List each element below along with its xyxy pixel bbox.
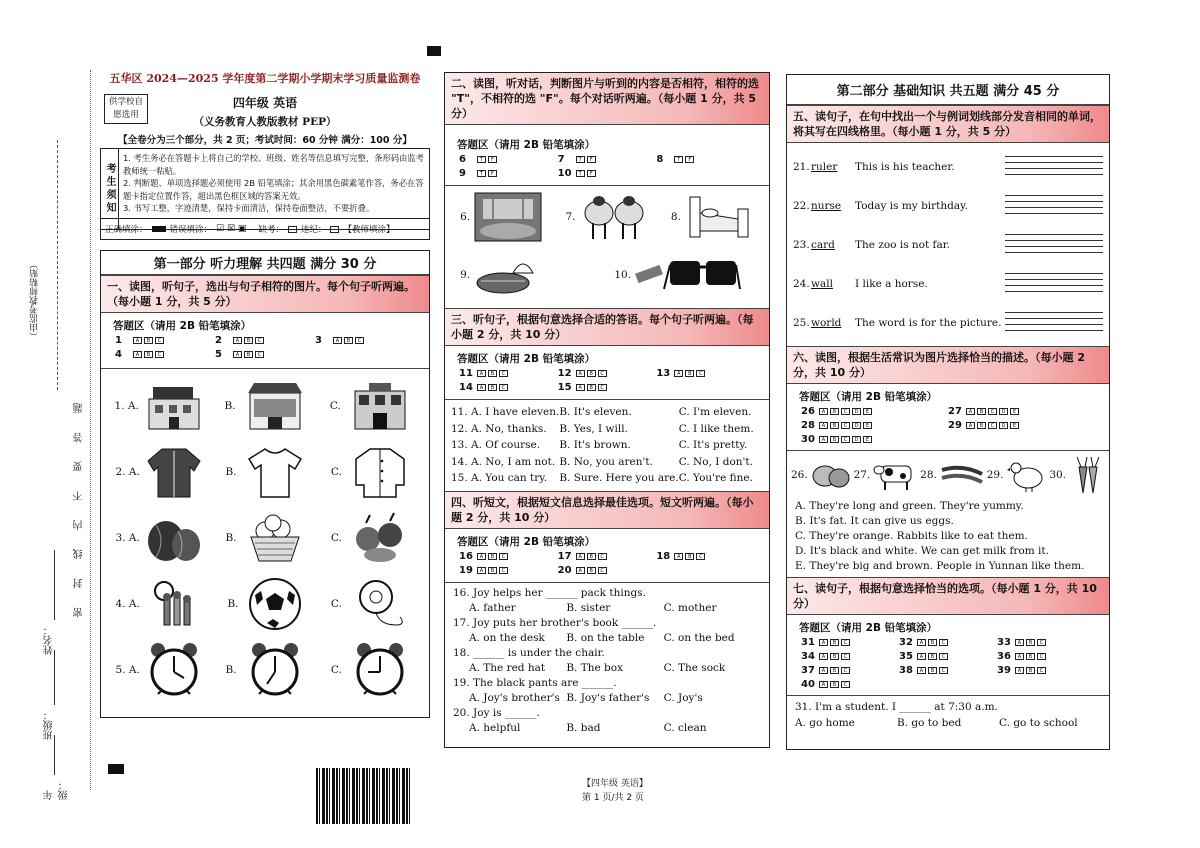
binding-margin [20, 70, 100, 800]
question-option: B. Sure. Here you are. [559, 472, 679, 484]
answer-bubbles-2 [445, 154, 769, 179]
bubble-row[interactable]: 30 A B C D E [801, 434, 948, 445]
seal-dotted-line [90, 70, 91, 790]
picture-option: 4. A. [107, 571, 212, 637]
edition: （义务教育人教版教材 PEP） [193, 116, 337, 128]
section4-title: 四、听短文，根据短文信息选择最佳选项。短文听两遍。（每小题 2 分，共 10 分） [445, 491, 769, 529]
picture-option: B. [212, 637, 317, 703]
picture-option: C. [318, 571, 423, 637]
picture-option: 2. A. [107, 439, 212, 505]
bubble-row[interactable]: 34 A B C [801, 651, 899, 662]
registration-mark [427, 46, 441, 56]
vegetables-icon [350, 511, 410, 565]
wrong-fill-label: 错误填涂： [169, 225, 213, 235]
four-line-grid[interactable] [1005, 231, 1103, 258]
section7-title: 七、读句子，根据句意选择恰当的选项。（每小题 1 分，共 10 分） [787, 577, 1109, 615]
teacher-fill-label: 【教师填涂】 [343, 225, 395, 235]
class-line [54, 650, 55, 705]
picture-option: 1. A. [107, 373, 212, 439]
bubble-row[interactable]: 27 A B C D E [948, 406, 1095, 417]
bubble-row[interactable]: 6 T F [459, 154, 558, 165]
bubble-row[interactable]: 33 A B C [997, 637, 1095, 648]
notice-list [119, 149, 429, 229]
dashed-box [22, 140, 58, 390]
section5-items [787, 143, 1109, 346]
picture-option: C. [318, 637, 423, 703]
part2-column [786, 74, 1110, 750]
picture-item: 6. [449, 188, 554, 246]
question-options: A. go home B. go to bed C. go to school [795, 717, 1078, 729]
alarm-clock-icon [144, 642, 204, 698]
grade-subject: 四年级 英语 [232, 96, 298, 110]
shop-icon [244, 379, 306, 433]
picture-option: B. [212, 571, 317, 637]
four-line-grid[interactable] [1005, 192, 1103, 219]
absent-box[interactable] [288, 226, 297, 233]
part2-banner: 第二部分 基础知识 共五题 满分 45 分 [787, 75, 1109, 105]
bubble-row[interactable]: 1 A B C [115, 335, 215, 346]
picture-option: C. [318, 373, 423, 439]
question-option: 13. A. Of course. [451, 439, 541, 451]
part1-column [100, 250, 430, 718]
picture-option: B. [212, 505, 317, 571]
class-label: 班级： [44, 710, 55, 740]
alarm-clock-icon [245, 642, 305, 698]
shirt-icon [350, 445, 410, 499]
section1-title: 一、读图，听句子，选出与句子相符的图片。每个句子听两遍。（每小题 1 分，共 5 分） [101, 275, 429, 313]
answer-area-label: 答题区（请用 2B 铅笔填涂） [113, 320, 252, 332]
description-option: D. It's black and white. We can get milk from it. [795, 545, 1049, 557]
section2-title: 二、读图，听对话，判断图片与听到的内容是否相符，相符的选 "T"，不相符的选 "F"。每个对话听两遍。（每小题 1 分，共 5 分） [445, 73, 769, 125]
bubble-row[interactable]: 20 A B C [558, 565, 657, 576]
bubble-row[interactable]: 37 A B C [801, 665, 899, 676]
footer-page: 第 1 页/共 2 页 [582, 793, 644, 803]
wrong-fill-icons: ☑ ☒ ▣ [216, 224, 247, 234]
notice-item: 2. 判断题、单项选择题必须使用 2B 铅笔填涂；其余用黑色碳素笔作答，务必在答题卡指定位置作答，超出黑色框区域的答案无效。 [123, 178, 424, 201]
registration-mark [108, 764, 124, 774]
bubble-row[interactable]: 16 A B C [459, 551, 558, 562]
picture-option: B. [212, 439, 317, 505]
bubble-row[interactable]: 12 A B C [558, 368, 657, 379]
bubble-row[interactable]: 31 A B C [801, 637, 899, 648]
barcode [316, 768, 412, 824]
question-stem: 18. ______ is under the chair. [453, 646, 605, 659]
yo-yo-icon [350, 577, 410, 631]
picture-item: 10. [554, 246, 765, 304]
part1b-column [444, 72, 770, 748]
bubble-row[interactable]: 3 A B C [315, 335, 415, 346]
bubble-row[interactable]: 11 A B C [459, 368, 558, 379]
picture-option: 5. A. [107, 637, 212, 703]
phonics-row: 23. card The zoo is not far. [793, 225, 1103, 264]
phonics-row: 24. wall I like a horse. [793, 264, 1103, 303]
t-shirt-icon [245, 445, 305, 499]
question-stem: 20. Joy is ______. [453, 706, 540, 719]
picture-option: B. [212, 373, 317, 439]
hen-icon [1006, 458, 1046, 492]
grade-line [54, 735, 55, 775]
football-icon [247, 577, 303, 631]
question-stem: 31. I'm a student. I ______ at 7:30 a.m. [795, 701, 998, 713]
watermelon-icon [144, 511, 204, 565]
question-stem: 16. Joy helps her ______ pack things. [453, 586, 646, 599]
seal-line-notice: 密 封 线 内 不 要 答 题 [74, 395, 85, 618]
question-option: C. You're fine. [678, 472, 753, 484]
notice-item: 3. 书写工整，字迹清楚，保持卡面清洁，保持卷面整洁，不要折叠。 [123, 203, 375, 213]
question-option: B. It's eleven. [559, 406, 632, 418]
exam-info: 【全卷分为三个部分，共 2 页；考试时间：60 分钟 满分：100 分】 [118, 135, 412, 146]
section5-title: 五、读句子，在句中找出一个与例词划线部分发音相同的单词，将其写在四线格里。（每小题 1 分，共 5 分） [787, 105, 1109, 143]
question-option: C. I like them. [678, 422, 754, 435]
question-option: 11. A. I have eleven. [451, 406, 560, 418]
answer-area-label: 答题区（请用 2B 铅笔填涂） [457, 139, 596, 151]
picture-item: 8. [660, 188, 765, 246]
question-options: A. The red hat B. The box C. The sock [469, 661, 726, 674]
carrots-icon [1069, 455, 1105, 495]
notice-label: 考生须知 [101, 149, 119, 229]
school-building-icon [143, 379, 205, 433]
bubble-row[interactable]: 18 A B C [656, 551, 755, 562]
bubble-row[interactable]: 39 A B C [997, 665, 1095, 676]
answer-area-label: 答题区（请用 2B 铅笔填涂） [799, 622, 938, 634]
description-option: A. They're long and green. They're yummy. [795, 500, 1024, 512]
picture-option: 3. A. [107, 505, 212, 571]
bubble-row[interactable]: 19 A B C [459, 565, 558, 576]
question-option: C. It's pretty. [678, 439, 748, 451]
section6-title: 六、读图，根据生活常识为图片选择恰当的描述。（每小题 2 分，共 10 分） [787, 346, 1109, 384]
name-line [54, 550, 55, 620]
section6-options [787, 499, 1109, 574]
exam-header [100, 70, 430, 248]
bubble-row[interactable]: 10 T F [558, 168, 657, 179]
bubble-row[interactable]: 29 A B C D E [948, 420, 1095, 431]
four-line-grid[interactable] [1005, 270, 1103, 297]
fill-example-row [100, 218, 430, 240]
bubble-row[interactable]: 28 A B C D E [801, 420, 948, 431]
footer-subject: 【四年级 英语】 [582, 779, 648, 789]
sunglasses-icon [634, 249, 744, 301]
keys-icon [144, 577, 204, 631]
violation-box[interactable] [330, 226, 339, 233]
absent-label: 缺考： [258, 225, 284, 235]
question-option: 15. A. You can try. [451, 472, 548, 484]
bubble-row[interactable]: 4 A B C [115, 349, 215, 360]
bubble-row[interactable]: 7 T F [558, 154, 657, 165]
question-options: A. on the desk B. on the table C. on the bed [469, 631, 735, 644]
bubble-row[interactable]: 8 T F [656, 154, 755, 165]
answer-bubbles-6 [787, 406, 1109, 445]
phonics-row: 22. nurse Today is my birthday. [793, 186, 1103, 225]
bubble-row[interactable]: 17 A B C [558, 551, 657, 562]
bubble-row[interactable]: 13 A B C [656, 368, 755, 379]
bubble-row[interactable]: 2 A B C [215, 335, 315, 346]
question-options: A. father B. sister C. mother [469, 601, 717, 614]
correct-fill-icon [152, 226, 166, 232]
question-options: A. Joy's brother's B. Joy's father's C. Joy's [469, 691, 703, 704]
question-option: C. No, I don't. [678, 455, 753, 468]
bubble-row[interactable]: 38 A B C [899, 665, 997, 676]
potatoes-icon [811, 460, 851, 490]
notice-item: 1. 考生务必在答题卡上将自己的学校、班级、姓名等信息填写完整，条形码由监考教师统一粘贴。 [123, 153, 424, 176]
question-option: 12. A. No, thanks. [451, 422, 547, 435]
question-option: B. No, you aren't. [559, 455, 653, 468]
question-stem: 19. The black pants are ______. [453, 676, 617, 689]
bubble-row[interactable]: 36 A B C [997, 651, 1095, 662]
rice-bread-icon [473, 249, 543, 301]
answer-area-label: 答题区（请用 2B 铅笔填涂） [457, 535, 596, 548]
name-label: 姓名： [44, 625, 55, 655]
cow-icon [873, 458, 917, 492]
bubble-row[interactable]: 15 A B C [558, 382, 657, 393]
picture-item: 7. [554, 188, 659, 246]
question-option: 14. A. No, I am not. [451, 455, 556, 468]
bubble-row[interactable]: 14 A B C [459, 382, 558, 393]
section4-questions [445, 583, 769, 739]
apple-basket-icon [245, 511, 305, 565]
question-options: A. helpful B. bad C. clean [469, 721, 707, 734]
description-option: E. They're big and brown. People in Yunnan like them. [795, 560, 1085, 572]
four-line-grid[interactable] [1005, 309, 1103, 336]
proctor-note: （由监考教师粘贴） [30, 260, 40, 341]
question-stem: 17. Joy puts her brother's book ______. [453, 616, 657, 629]
answer-bubbles-1 [101, 335, 429, 360]
answer-area-label: 答题区（请用 2B 铅笔填涂） [457, 353, 596, 365]
gym-icon [473, 191, 543, 243]
section7-question [787, 696, 1109, 734]
phonics-row: 25. world The word is for the picture. [793, 303, 1103, 342]
picture-item: 9. [449, 246, 554, 304]
picture-grid-1 [101, 369, 429, 707]
question-option: B. It's brown. [559, 439, 631, 451]
answer-bubbles-3 [445, 368, 769, 393]
description-option: B. It's fat. It can give us eggs. [795, 515, 954, 527]
section3-questions [445, 404, 769, 487]
violation-label: 违纪： [300, 225, 327, 235]
description-option: C. They're orange. Rabbits like to eat them. [795, 530, 1028, 542]
part1-banner: 第一部分 听力理解 共四题 满分 30 分 [101, 251, 429, 275]
answer-bubbles-7 [787, 637, 1109, 690]
answer-bubbles-4 [445, 551, 769, 576]
school-use-box: 供学校自愿选用 [104, 94, 148, 124]
bubble-row[interactable]: 26 A B C D E [801, 406, 948, 417]
jacket-icon [144, 445, 204, 499]
bed-icon [684, 191, 754, 243]
grade-label: 年级： [44, 780, 70, 800]
question-option: B. Yes, I will. [559, 422, 628, 435]
question-option: C. I'm eleven. [678, 406, 752, 418]
sheep-icon [579, 191, 649, 243]
correct-fill-label: 正确填涂： [105, 225, 148, 235]
picture-grid-2 [445, 186, 769, 306]
picture-option: C. [318, 439, 423, 505]
bubble-row[interactable]: 35 A B C [899, 651, 997, 662]
alarm-clock-icon [350, 642, 410, 698]
bubble-row[interactable]: 40 A B C [801, 679, 899, 690]
green-beans-icon [940, 460, 984, 490]
bubble-row[interactable]: 9 T F [459, 168, 558, 179]
library-icon [349, 379, 411, 433]
exam-title: 五华区 2024—2025 学年度第二学期小学期末学习质量监测卷 [109, 72, 421, 85]
section3-title: 三、听句子，根据句意选择合适的答语。每个句子听两遍。（每小题 2 分，共 10 分） [445, 308, 769, 346]
picture-option: C. [318, 505, 423, 571]
bubble-row[interactable]: 5 A B C [215, 349, 315, 360]
four-line-grid[interactable] [1005, 153, 1103, 180]
answer-area-label: 答题区（请用 2B 铅笔填涂） [799, 391, 938, 403]
phonics-row: 21. ruler This is his teacher. [793, 147, 1103, 186]
bubble-row[interactable]: 32 A B C [899, 637, 997, 648]
section6-pictures: 26. 27. 28. 29. 30. [787, 451, 1109, 499]
